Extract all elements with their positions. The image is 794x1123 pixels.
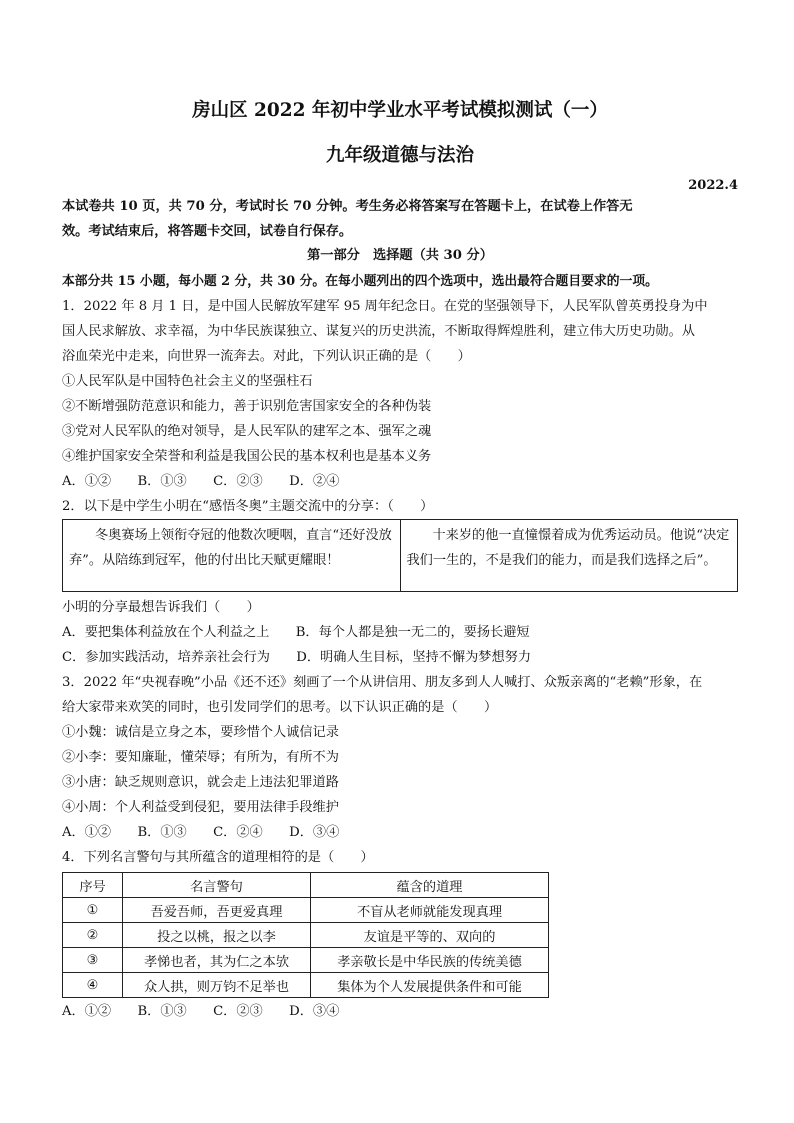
- table-header-number: 序号: [63, 873, 123, 898]
- q2-choices-ab: A．要把集体利益放在个人利益之上 B．每个人都是独一无二的，要扬长避短: [62, 625, 530, 640]
- row-meaning: 不盲从老师就能发现真理: [311, 898, 549, 923]
- row-number: ③: [63, 948, 123, 973]
- exam-subtitle: 九年级道德与法治: [325, 145, 474, 166]
- q2-share-left: 冬奥赛场上领衔夺冠的他数次哽咽，直言“还好没放弃”。从陪练到冠军，他的付出比天赋更耀眼！: [63, 520, 401, 592]
- q3-option-1: ①小魏：诚信是立身之本，要珍惜个人诚信记录: [62, 725, 339, 740]
- q3-choices: A．①② B．①③ C．②④ D．③④: [62, 825, 340, 840]
- q1-option-1: ①人民军队是中国特色社会主义的坚强柱石: [62, 374, 313, 389]
- row-number: ④: [63, 973, 123, 998]
- q2-choices-cd: C．参加实践活动，培养亲社会行为 D．明确人生目标，坚持不懈为梦想努力: [62, 650, 532, 665]
- row-meaning: 集体为个人发展提供条件和可能: [311, 973, 549, 998]
- table-row: [63, 923, 549, 948]
- table-row: [63, 948, 549, 973]
- exam-title: 房山区 2022 年初中学业水平考试模拟测试（一）: [192, 100, 608, 121]
- q2-question: 小明的分享最想告诉我们（ ）: [62, 600, 260, 615]
- q1-stem-3: 浴血荣光中走来，向世界一流奔去。对此，下列认识正确的是（ ）: [62, 349, 471, 364]
- q1-option-3: ③党对人民军队的绝对领导，是人民军队的建军之本、强军之魂: [62, 424, 432, 439]
- row-quote: 众人拱，则万钧不足举也: [123, 973, 311, 998]
- row-number: ①: [63, 898, 123, 923]
- table-row: [63, 973, 549, 998]
- q1-stem-2: 国人民求解放、求幸福，为中华民族谋独立、谋复兴的历史洪流，不断取得辉煌胜利，建立伟大历史功勋。从: [62, 324, 695, 339]
- table-header-quote: 名言警句: [123, 873, 311, 898]
- row-meaning: 孝亲敬长是中华民族的传统美德: [311, 948, 549, 973]
- table-header-row: [63, 873, 549, 898]
- instructions-line-2: 效。考试结束后，将答题卡交回，试卷自行保存。: [62, 224, 353, 239]
- row-quote: 投之以桃，报之以李: [123, 923, 311, 948]
- q1-option-4: ④维护国家安全荣誉和利益是我国公民的基本权利也是基本义务: [62, 449, 432, 464]
- q1-stem-1: 1．2022 年 8 月 1 日，是中国人民解放军建军 95 周年纪念日。在党的坚强领导下，人民军队曾英勇投身为中: [62, 299, 708, 314]
- q2-share-box: [62, 519, 738, 592]
- row-quote: 孝悌也者，其为仁之本欤: [123, 948, 311, 973]
- row-quote: 吾爱吾师，吾更爱真理: [123, 898, 311, 923]
- q1-option-2: ②不断增强防范意识和能力，善于识别危害国家安全的各种伪装: [62, 399, 432, 414]
- row-meaning: 友谊是平等的、双向的: [311, 923, 549, 948]
- section-title: 第一部分 选择题（共 30 分）: [307, 248, 493, 263]
- q4-quotes-table: [62, 872, 549, 998]
- q3-option-2: ②小李：要知廉耻，懂荣辱；有所为，有所不为: [62, 750, 339, 765]
- q3-stem-2: 给大家带来欢笑的同时，也引发同学们的思考。以下认识正确的是（ ）: [62, 700, 498, 715]
- q4-choices: A．①② B．①③ C．②③ D．③④: [62, 1004, 340, 1019]
- q3-option-4: ④小周：个人利益受到侵犯，要用法律手段维护: [62, 800, 339, 815]
- section-note: 本部分共 15 小题，每小题 2 分，共 30 分。在每小题列出的四个选项中，选出最符合题目要求的一项。: [62, 274, 658, 289]
- q2-stem: 2．以下是中学生小明在“感悟冬奥”主题交流中的分享：（ ）: [62, 499, 434, 514]
- q3-stem-1: 3．2022 年“央视春晚”小品《还不还》刻画了一个从讲信用、朋友多到人人喊打、众叛亲离的“老赖”形象，在: [62, 675, 703, 690]
- q4-stem: 4．下列名言警句与其所蕴含的道理相符的是（ ）: [62, 850, 374, 865]
- row-number: ②: [63, 923, 123, 948]
- instructions-line-1: 本试卷共 10 页，共 70 分，考试时长 70 分钟。考生务必将答案写在答题卡上，在试卷上作答无: [62, 199, 633, 214]
- q1-choices: A．①② B．①③ C．②③ D．②④: [62, 474, 340, 489]
- q2-share-right: 十来岁的他一直憧憬着成为优秀运动员。他说“决定我们一生的，不是我们的能力，而是我们选择之后”。: [400, 520, 738, 592]
- q3-option-3: ③小唐：缺乏规则意识，就会走上违法犯罪道路: [62, 775, 339, 790]
- table-header-meaning: 蕴含的道理: [311, 873, 549, 898]
- exam-date: 2022.4: [688, 178, 738, 193]
- table-row: [63, 898, 549, 923]
